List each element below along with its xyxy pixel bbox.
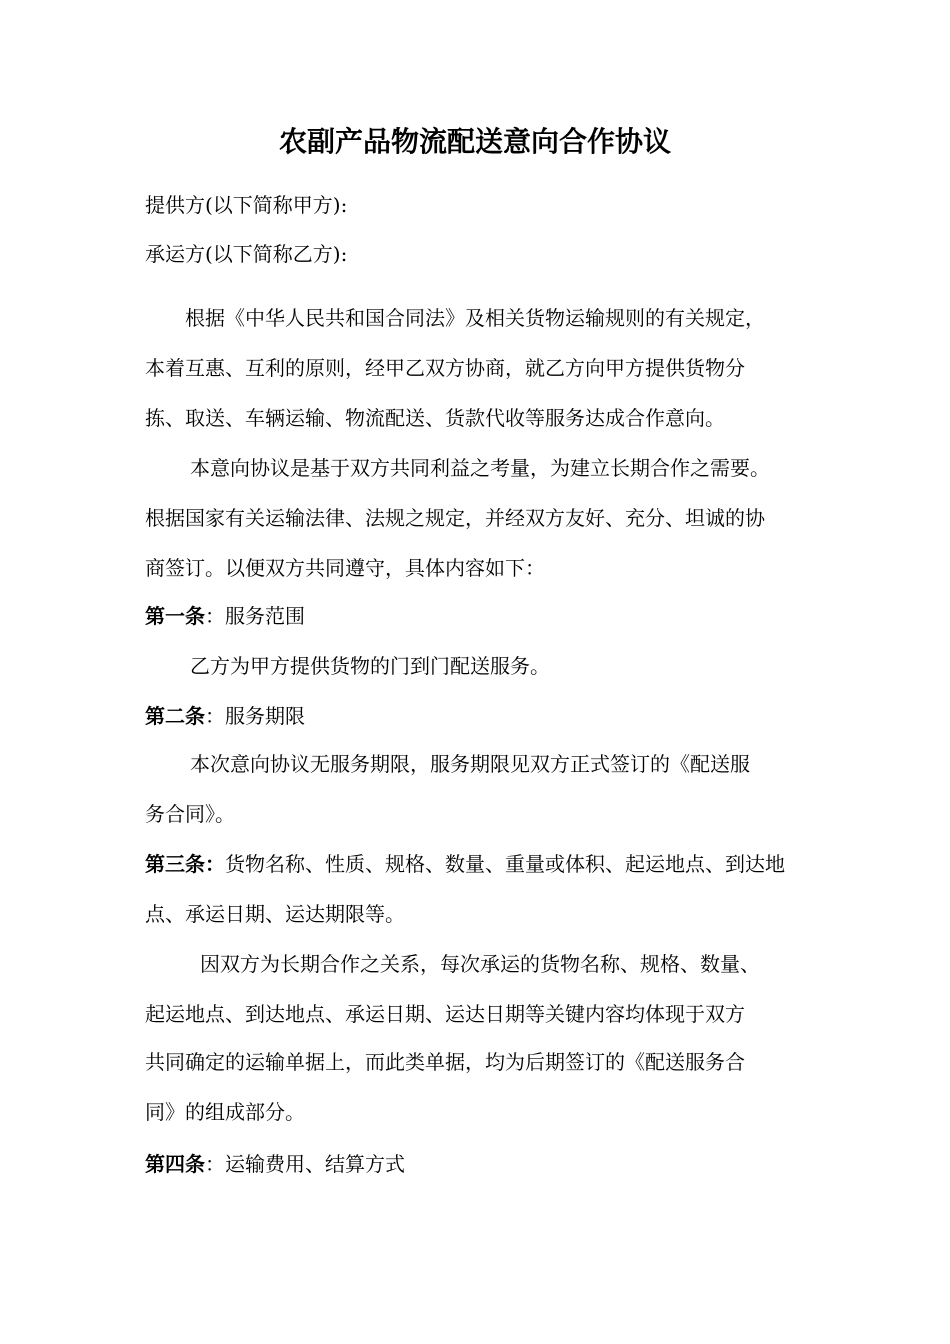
article1-separator: ： [205, 604, 225, 628]
article2-heading [145, 702, 305, 730]
article3-title: 货物名称、性质、规格、数量、重量或体积、起运地点、到达地 [225, 852, 785, 876]
article3-label: 第三条 [145, 852, 205, 876]
article2-body-line-1: 本次意向协议无服务期限，服务期限见双方正式签订的《配送服 [190, 752, 750, 776]
article3-separator: ： [205, 852, 225, 876]
article1-heading [145, 602, 305, 630]
article4-separator: ： [205, 1152, 225, 1176]
article4-heading [145, 1150, 405, 1178]
article3-body-line-2: 起运地点、到达地点、承运日期、运达日期等关键内容均体现于双方 [145, 1002, 745, 1026]
article3-heading [145, 850, 785, 878]
provider-label: 提供方(以下简称甲方): [145, 193, 348, 217]
para2-line-1: 本意向协议是基于双方共同利益之考量，为建立长期合作之需要。 [190, 456, 770, 480]
article3-heading-cont: 点、承运日期、运达期限等。 [145, 902, 405, 926]
article3-body-line-4: 同》的组成部分。 [145, 1100, 305, 1124]
article1-body: 乙方为甲方提供货物的门到门配送服务。 [190, 654, 550, 678]
document-title: 农副产品物流配送意向合作协议 [278, 125, 671, 158]
para1-line-2: 本着互惠、互利的原则，经甲乙双方协商，就乙方向甲方提供货物分 [145, 356, 745, 380]
article4-label: 第四条 [145, 1152, 205, 1176]
article2-body-line-2: 务合同》。 [145, 802, 235, 826]
article2-separator: ： [205, 704, 225, 728]
article1-label: 第一条 [145, 604, 205, 628]
article2-label: 第二条 [145, 704, 205, 728]
article1-title: 服务范围 [225, 604, 305, 628]
para2-line-3: 商签订。以便双方共同遵守，具体内容如下： [145, 556, 545, 580]
para1-line-3: 拣、取送、车辆运输、物流配送、货款代收等服务达成合作意向。 [145, 406, 725, 430]
para2-line-2: 根据国家有关运输法律、法规之规定，并经双方友好、充分、坦诚的协 [145, 506, 765, 530]
para1-line-1: 根据《中华人民共和国合同法》及相关货物运输规则的有关规定， [185, 306, 765, 330]
carrier-label: 承运方(以下简称乙方): [145, 242, 348, 266]
article2-title: 服务期限 [225, 704, 305, 728]
article3-body-line-3: 共同确定的运输单据上，而此类单据，均为后期签订的《配送服务合 [145, 1050, 745, 1074]
article4-title: 运输费用、结算方式 [225, 1152, 405, 1176]
article3-body-line-1: 因双方为长期合作之关系，每次承运的货物名称、规格、数量、 [200, 952, 760, 976]
